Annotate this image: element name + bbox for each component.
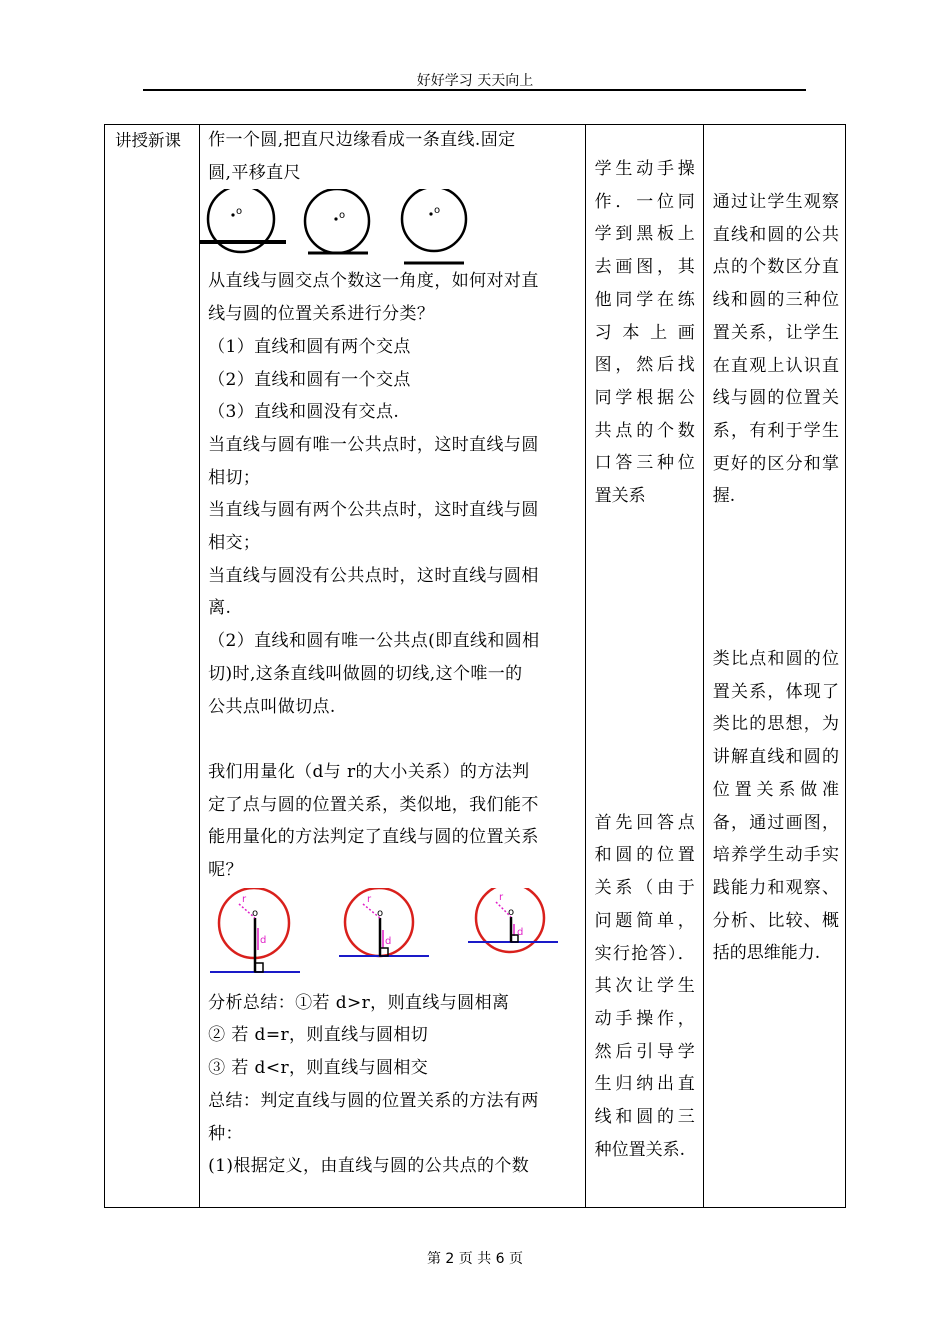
quant-line: 定了点与圆的位置关系，类似地，我们能不	[208, 794, 539, 815]
radius-label: r	[367, 893, 372, 905]
radius-label: r	[242, 893, 247, 905]
definition-line: 相交；	[208, 533, 261, 554]
question-line: 线与圆的位置关系进行分类？	[208, 304, 435, 325]
lesson-table	[104, 124, 846, 1208]
figure-circle-tangent	[305, 189, 369, 253]
stage-cell: 讲授新课	[105, 125, 200, 1208]
figure-dr-tangent	[339, 888, 429, 956]
case-line: （3）直线和圆没有交点.	[208, 402, 400, 423]
center-label: o	[434, 205, 441, 217]
figure-distance-radius	[200, 888, 580, 988]
figure-circle-intersect	[200, 189, 286, 252]
center-label: o	[252, 907, 259, 919]
quant-line: 能用量化的方法判定了直线与圆的位置关系	[208, 827, 539, 848]
definition-line: 相切；	[208, 467, 261, 488]
question-line: 从直线与圆交点个数这一角度，如何对对直	[208, 271, 539, 292]
intro-line: 作一个圆,把直尺边缘看成一条直线.固定	[208, 130, 516, 150]
design-intent-text: 通过让学生观察直线和圆的公共点的个数区分直线和圆的三种位置关系，让学生在直观上认识直线与圆的位置关系，有利于学生更好的区分和掌握.	[712, 192, 839, 507]
intro-line: 圆,平移直尺	[208, 162, 301, 183]
analysis-line: ③ 若 d<r，则直线与圆相交	[208, 1058, 429, 1079]
summary-line: 总结：判定直线与圆的位置关系的方法有两	[208, 1090, 539, 1111]
figure-dr-intersect	[468, 888, 558, 952]
figure-circles-line	[200, 189, 470, 269]
distance-label: d	[260, 934, 267, 946]
quant-line: 呢？	[208, 860, 243, 881]
quant-line: 我们用量化（d与 r的大小关系）的方法判	[208, 761, 530, 782]
center-label: o	[339, 210, 346, 222]
definition-line: 当直线与圆有两个公共点时，这时直线与圆	[208, 500, 539, 521]
case-line: （1）直线和圆有两个交点	[208, 336, 411, 357]
page-header: 好好学习 天天向上	[416, 73, 534, 89]
analysis-line: ② 若 d=r，则直线与圆相切	[208, 1025, 429, 1046]
figure-dr-separate	[210, 888, 300, 972]
student-activity-text: 学生动手操作．一位同学到黑板上去画图，其他同学在练习本上画图，然后找同学根据公共点的个数口答三种位置关系	[594, 159, 695, 507]
page-footer: 第 2 页 共 6 页	[426, 1251, 524, 1267]
tangent-line: 切)时,这条直线叫做圆的切线,这个唯一的	[208, 663, 523, 684]
content-cell	[200, 125, 586, 1208]
radius-label: r	[499, 891, 504, 903]
summary-line: (1)根据定义，由直线与圆的公共点的个数	[208, 1156, 530, 1177]
definition-line: 当直线与圆没有公共点时，这时直线与圆相	[208, 565, 539, 586]
design-intent-cell	[703, 125, 845, 1208]
summary-line: 种：	[208, 1123, 243, 1144]
center-label: o	[508, 906, 515, 918]
tangent-line: （2）直线和圆有唯一公共点(即直线和圆相	[208, 631, 540, 652]
distance-label: d	[385, 935, 392, 947]
figure-circle-separate	[402, 189, 466, 263]
definition-line: 当直线与圆有唯一公共点时，这时直线与圆	[208, 434, 539, 455]
design-intent-text: 类比点和圆的位置关系，体现了类比的思想，为讲解直线和圆的位置关系做准备，通过画图，培养学生动手实践能力和观察、分析、比较、概括的思维能力.	[712, 649, 839, 964]
header-rule	[143, 89, 806, 91]
case-line: （2）直线和圆有一个交点	[208, 369, 411, 390]
tangent-line: 公共点叫做切点.	[208, 696, 336, 717]
student-activity-text: 首先回答点和圆的位置关系（由于问题简单，实行抢答）．其次让学生动手操作，然后引导学生归纳出直线和圆的三种位置关系.	[594, 812, 695, 1160]
distance-label: d	[517, 926, 524, 938]
definition-line: 离.	[208, 598, 232, 619]
center-label: o	[377, 907, 384, 919]
student-activity-cell	[585, 125, 703, 1208]
center-label: o	[236, 206, 243, 218]
analysis-line: 分析总结：①若 d>r，则直线与圆相离	[208, 992, 510, 1013]
